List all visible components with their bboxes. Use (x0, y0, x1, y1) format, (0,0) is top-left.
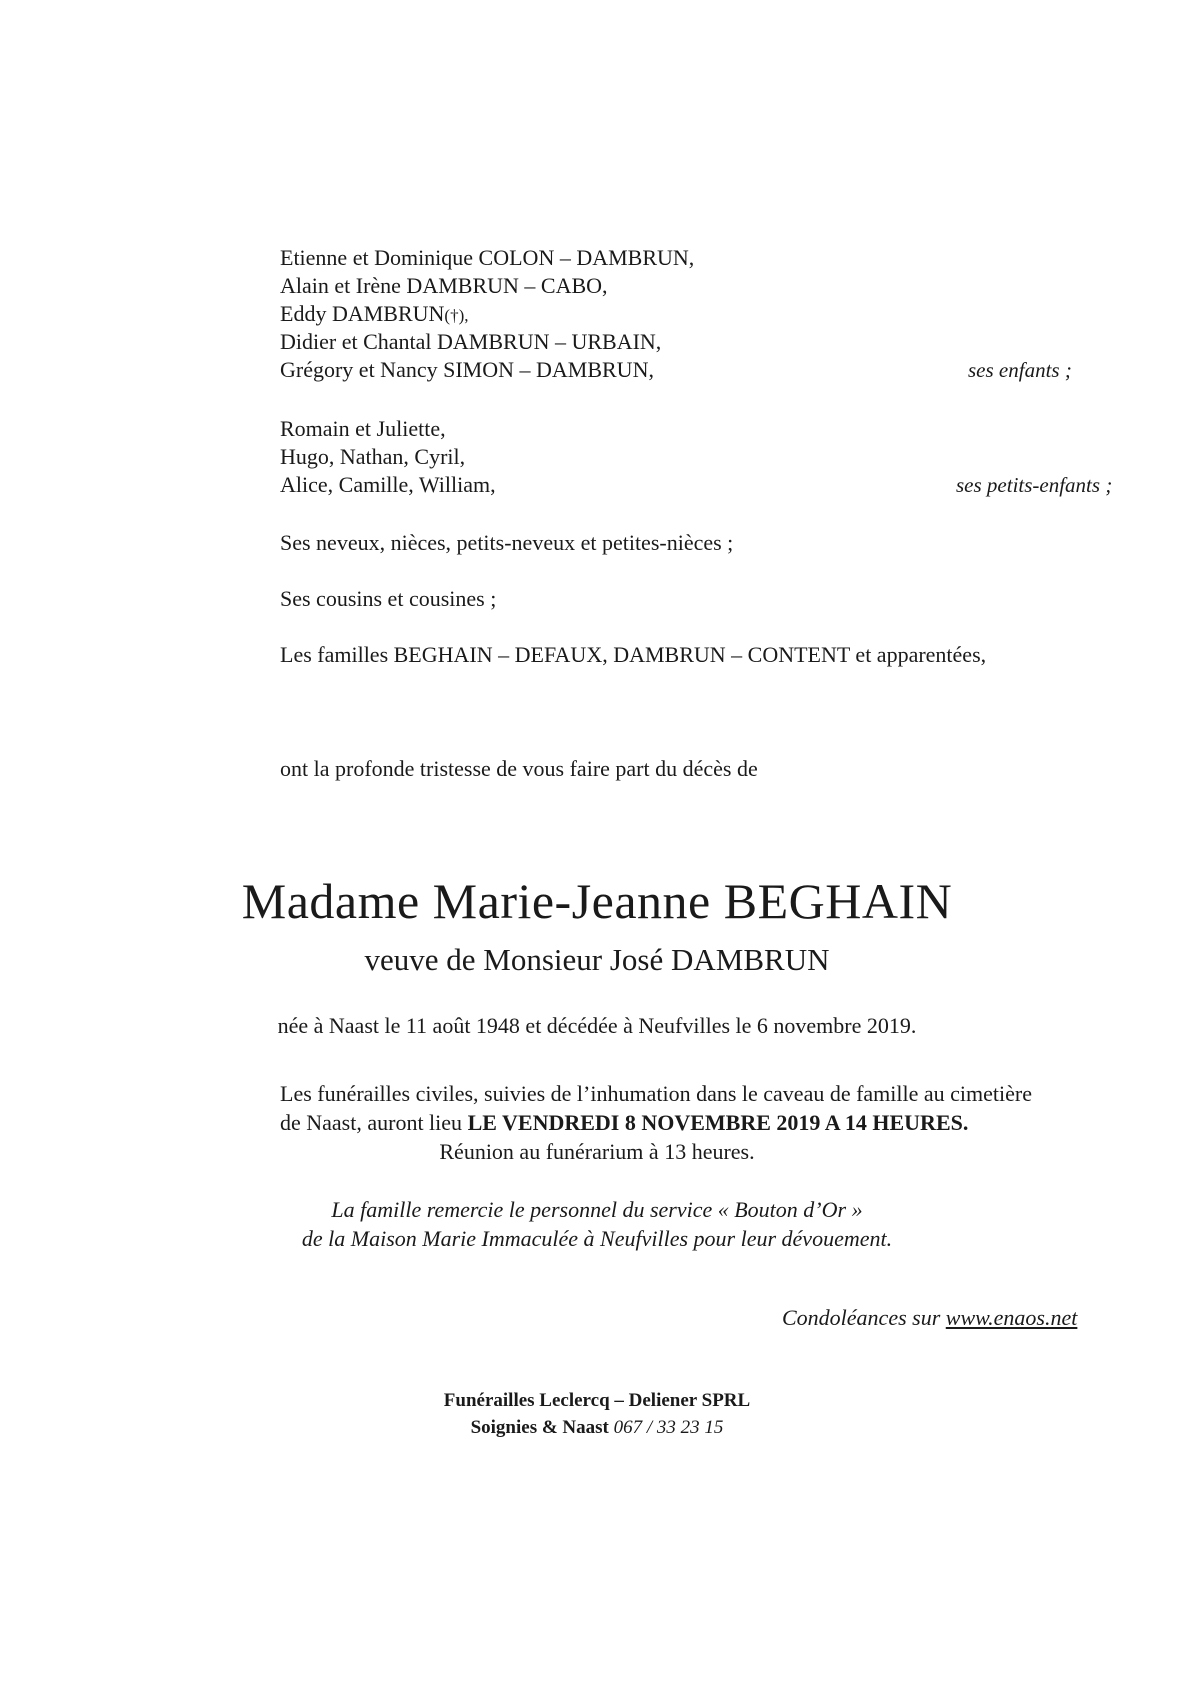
condolences-link[interactable]: www.enaos.net (945, 1305, 1078, 1330)
children-role: ses enfants ; (968, 358, 1072, 382)
cousins-line: Ses cousins et cousines ; (280, 586, 497, 611)
announcement-line: ont la profonde tristesse de vous faire part du décès de (280, 756, 758, 781)
child-line: Etienne et Dominique COLON – DAMBRUN, (280, 245, 695, 270)
child-line: Didier et Chantal DAMBRUN – URBAIN, (280, 329, 662, 354)
deceased-name: Madame Marie-Jeanne BEGHAIN (241, 873, 953, 929)
undertaker-contact (0, 1414, 1194, 1441)
grandchild-line: Hugo, Nathan, Cyril, (280, 444, 466, 469)
child-line: Grégory et Nancy SIMON – DAMBRUN, (280, 357, 654, 382)
undertaker-phone: 067 / 33 23 15 (613, 1417, 724, 1438)
child-line-deceased (280, 300, 468, 330)
undertaker-location: Soignies & Naast (470, 1417, 609, 1438)
child-line: Alain et Irène DAMBRUN – CABO, (280, 273, 608, 298)
funeral-datetime: LE VENDREDI 8 NOVEMBRE 2019 A 14 HEURES. (467, 1110, 969, 1135)
thanks-line-1: La famille remercie le personnel du service « Bouton d’Or » (331, 1197, 863, 1222)
funeral-line-1: Les funérailles civiles, suivies de l’inhumation dans le caveau de famille au cimetière (280, 1081, 1032, 1106)
undertaker-name-text: Funérailles Leclercq – Deliener SPRL (443, 1390, 751, 1411)
condolences-label: Condoléances sur (782, 1305, 946, 1330)
deceased-dates: née à Naast le 11 août 1948 et décédée à Neufvilles le 6 novembre 2019. (277, 1013, 917, 1038)
deceased-widow-of: veuve de Monsieur José DAMBRUN (364, 942, 830, 977)
funeral-line-2 (280, 1109, 968, 1137)
deceased-mark: (†), (444, 306, 469, 325)
grandchild-line: Alice, Camille, William, (280, 472, 496, 497)
thanks-line-2: de la Maison Marie Immaculée à Neufvilles pour leur dévouement. (301, 1226, 893, 1251)
grandchild-line: Romain et Juliette, (280, 416, 446, 441)
child-name: Eddy DAMBRUN (280, 301, 445, 326)
funeral-line-3: Réunion au funérarium à 13 heures. (439, 1139, 755, 1164)
families-line: Les familles BEGHAIN – DEFAUX, DAMBRUN – CONTENT et apparentées, (280, 642, 987, 667)
undertaker-name (0, 1387, 1194, 1414)
funeral-prefix: de Naast, auront lieu (280, 1110, 468, 1135)
condolences-line (782, 1304, 1077, 1332)
nephews-line: Ses neveux, nièces, petits-neveux et petites-nièces ; (280, 530, 734, 555)
grandchildren-role: ses petits-enfants ; (956, 473, 1113, 497)
